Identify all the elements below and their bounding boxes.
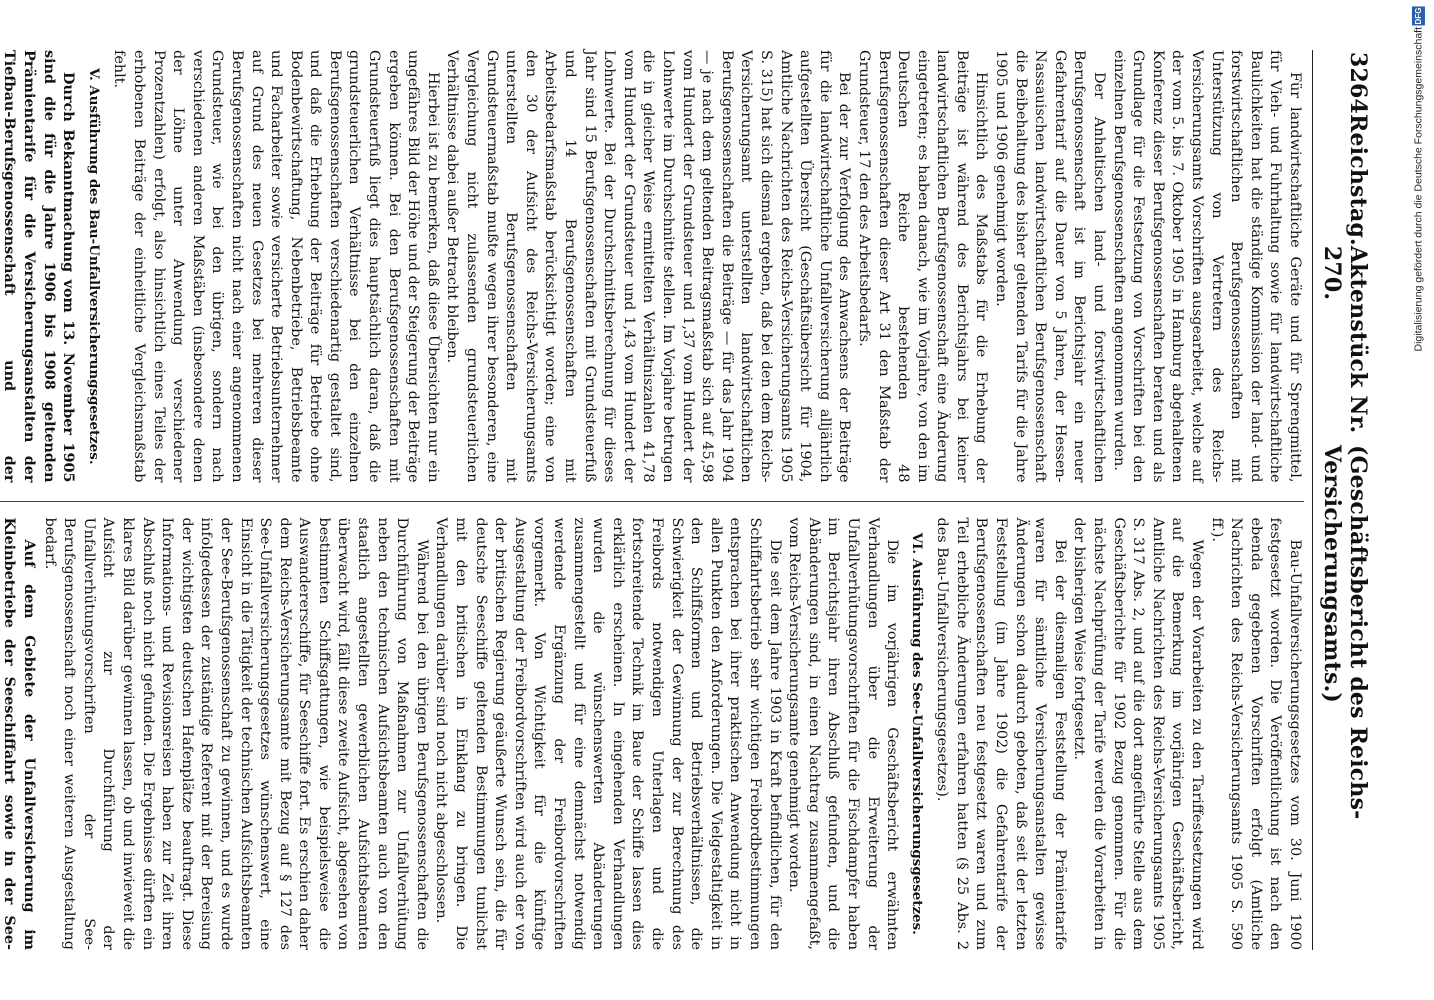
document-subtitle: (Geschäftsbericht des Reichs-Versicherungsamts.) — [1319, 444, 1371, 820]
publication-title: Reichstag. — [1345, 114, 1371, 246]
document-page — [1, 20, 1377, 980]
text-columns — [0, 50, 1304, 950]
paragraph: Bei der diesmaligen Feststellung der Prämientarife waren für sämtliche Versicherungsanstalten gewisse Änderungen schon dadurch geboten, daß seit der letzten Feststellung (im Jahre 1902) die Gefahrentarife der Berufsgenossenschaften neu festgesetzt waren und zum Teil erhebliche Änderungen erfahren hatten (§ 25 Abs. 2 des Bau-Unfallversicherungsgesetzes). — [934, 517, 1068, 950]
digitization-credit — [1409, 10, 1428, 352]
section-heading-vi: VI. Ausführung des See-Unfallversicherungsgesetzes. — [908, 532, 925, 935]
right-column — [0, 501, 1304, 951]
paragraph: Für landwirtschaftliche Geräte und für Sprengmittel, für Vieh- und Fuhrhaltung sowie für landwirtschaftliche Baulichkeiten hat die ständige Kommission der land- und forstwirtschaftlichen Berufsgenossenschaften mit Unterstützung von Vertretern des Reichs-Versicherungsamts Vorschriften ausgearbeitet, welche auf der vom 5. bis 7. Oktober 1905 in Hamburg abgehaltenen Konferenz dieser Berufsgenossenschaften beraten und als Grundlage für die Festsetzung von Vorschriften bei den einzelnen Berufsgenossenschaften angenommen wurden. — [1110, 50, 1303, 483]
paragraph: Die seit dem Jahre 1903 in Kraft befindlichen, für den Schiffahrtsbetrieb sehr wichtigen Freibordbestimmungen entsprachen bei ihrer praktischen Anwendung nicht in allen Punkten den Anforderungen. Die Vielgestaltigkeit in den Schiffsformen und Betriebsverhältnissen, die Schwierigkeit der Gewinnung der zur Berechnung des Freibords notwendigen Unterlagen und die fortschreitende Technik im Baue der Schiffe lassen dies erklärlich erscheinen. In eingehenden Verhandlungen wurden die wünschenswerten Abänderungen zusammengestellt und für eine demnächst notwendig werdende Ergänzung der Freibordvorschriften vorgemerkt. Von Wichtigkeit für die künftige Ausgestaltung der Freibordvorschriften wird auch der von der britischen Regierung geäußerte Wunsch sein, die für deutsche Seeschiffe geltenden Bestimmungen tunlichst mit den britischen in Einklang zu bringen. Die Verhandlungen darüber sind noch nicht abgeschlossen. — [433, 517, 783, 950]
document-number: Aktenstück Nr. 270. — [1319, 245, 1371, 434]
left-column — [0, 50, 1304, 483]
paragraph: Die im vorjährigen Geschäftsbericht erwähnten Verhandlungen über die Erweiterung der Unfallverhütungsvorschriften für die Fischdampfer haben im Berichtsjahr ihren Abschluß gefunden, und die Abänderungen sind, in einen Nachtrag zusammengefaßt, vom Reichs-Versicherungsamte genehmigt worden. — [786, 517, 901, 950]
paragraph: Der Anhaltischen land- und forstwirtschaftlichen Berufsgenossenschaft ist im Berichtsjahr ein neuer Gefahrentarif auf die Dauer von 5 Jahren, der Hessen-Nassauischen landwirtschaftlichen Berufsgenossenschaft die Beibehaltung des bisher geltenden Tarifs für die Jahre 1905 und 1906 genehmigt worden. — [993, 50, 1108, 483]
paragraph: Durch Bekanntmachung vom 13. November 1905 sind die für die Jahre 1906 bis 1908 geltenden Prämientarife für die Versicherungsanstalten der Tiefbau-Berufsgenossenschaft und der — [1, 50, 78, 483]
dfg-logo: DFG — [1414, 8, 1424, 25]
section-heading-v: V. Ausführung des Bau-Unfallversicherungsgesetzes. — [85, 68, 102, 465]
paragraph: Auf dem Gebiete der Unfallversicherung im Kleinbetriebe der Seeschiffahrt sowie in der See- — [1, 517, 38, 950]
credit-text: Digitalisierung gefördert durch die Deutsche Forschungsgemeinschaft — [1412, 27, 1425, 352]
paragraph: Wegen der Vorarbeiten zu den Tariffestsetzungen wird auf die Bemerkung im vorjährigen Geschäftsbericht, Amtliche Nachrichten des Reichs-Versicherungsamts 1905 S. 317 Abs. 2, und auf die dort angeführte Stelle aus dem Geschäftsberichte für 1902 Bezug genommen. Für die nächste Nachprüfung der Tarife werden die Vorarbeiten in der bisherigen Weise fortgesetzt. — [1071, 517, 1206, 950]
paragraph: Hinsichtlich des Maßstabs für die Erhebung der Beiträge ist während des Berichtsjahrs bei keiner landwirtschaftlichen Berufsgenossenschaft eine Änderung eingetreten; es haben danach, wie im Vorjahre, von den im Deutschen Reiche bestehenden 48 Berufsgenossenschaften dieser Art 31 den Maßstab der Grundsteuer, 17 den des Arbeitsbedarfs. — [855, 50, 990, 483]
paragraph: Während bei den übrigen Berufsgenossenschaften die Durchführung von Maßnahmen zur Unfallverhütung neben den technischen Aufsichtsbeamten auch von den staatlich angestellten gewerblichen Aufsichtsbeamten überwacht wird, fällt diese zweite Aufsicht, abgesehen von bestimmten Schiffsgattungen, wie beispielsweise die Auswandererschiffe, für Seeschiffe fort. Es erschien daher dem Reichs-Versicherungsamte mit Bezug auf § 127 des See-Unfallversicherungsgesetzes wünschenswert, eine Einsicht in die Tätigkeit der technischen Aufsichtsbeamten der See-Berufsgenossenschaft zu gewinnen, und es wurde infolgedessen der zuständige Referent mit der Bereisung der wichtigsten deutschen Hafenplätze beauftragt. Diese Informations- und Revisionsreisen haben zur Zeit ihren Abschluß noch nicht gefunden. Die Ergebnisse dürften ein klares Bild darüber gewinnen lassen, ob und inwieweit die Aufsicht zur Durchführung der Unfallverhütungsvorschriften der See-Berufsgenossenschaft noch einer weiteren Ausgestaltung bedarf. — [41, 517, 430, 950]
page-number: 3264 — [1345, 52, 1371, 115]
paragraph: Bei der zur Verfolgung des Anwachsens der Beiträge für die landwirtschaftliche Unfallversicherung alljährlich aufgestellten Übersicht (Geschäftsübersicht für 1904, Amtliche Nachrichten des Reichs-Versicherungsamts 1905 S. 315) hat sich diesmal ergeben, daß bei den dem Reichs-Versicherungsamt unterstellten landwirtschaftlichen Berufsgenossenschaften die Beiträge — für das Jahr 1904 — je nach dem geltenden Beitragsmaßstab sich auf 45,98 vom Hundert der Grundsteuer und 1,37 vom Hundert der Lohnwerte im Durchschnitte stellen. Im Vorjahre betrugen die in gleicher Weise ermittelten Verhältniszahlen 41,78 vom Hundert der Grundsteuer und 1,43 vom Hundert der Lohnwerte. Bei der Durchschnittsberechnung für dieses Jahr sind 15 Berufsgenossenschaften mit Grundsteuerfuß und 14 Berufsgenossenschaften mit Arbeitsbedarfsmaßstab berücksichtigt worden; eine von den 30 der Aufsicht des Reichs-Versicherungsamts unterstellten Berufsgenossenschaften mit Grundsteuermaßstab mußte wegen ihrer besonderen, eine Vergleichung nicht zulassenden grundsteuerlichen Verhältnisse dabei außer Betracht bleiben. — [444, 50, 853, 483]
paragraph: Hierbei ist zu bemerken, daß diese Übersichten nur ein ungefähres Bild der Höhe und der Steigerung der Beiträge ergeben können. Bei den Berufsgenossenschaften mit Grundsteuerfuß liegt dies hauptsächlich daran, daß die grundsteuerlichen Verhältnisse bei den einzelnen Berufsgenossenschaften verschiedenartig gestaltet sind, und daß die Erhebung der Beiträge für Betriebe ohne Bodenbewirtschaftung, Nebenbetriebe, Betriebsbeamte und Facharbeiter sowie versicherte Betriebsunternehmer auf Grund des neuen Gesetzes bei mehreren dieser Berufsgenossenschaften nicht nach einer angenommenen Grundsteuer, wie bei den übrigen, sondern nach verschiedenen anderen Maßstäben (insbesondere denen der Löhne unter Anwendung verschiedener Prozentzahlen) erfolgt, also hinsichtlich eines Teiles der erhobenen Beiträge der einheitliche Vergleichsmaßstab fehlt. — [111, 50, 441, 483]
page-header — [1312, 50, 1373, 950]
paragraph: Bau-Unfallversicherungsgesetzes vom 30. Juni 1900 festgesetzt worden. Die Veröffentlichung ist nach den ebenda gegebenen Vorschriften erfolgt (Amtliche Nachrichten des Reichs-Versicherungsamts 1905 S. 590 ff.). — [1208, 517, 1303, 950]
